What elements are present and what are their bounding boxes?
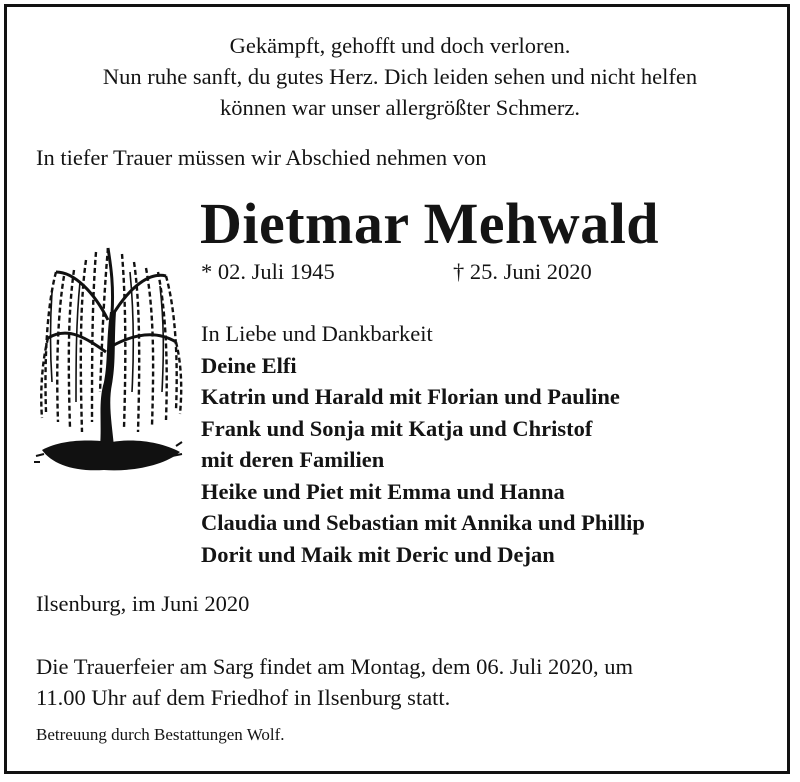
mourners-list	[201, 318, 645, 570]
birth-date: * 02. Juli 1945	[201, 259, 335, 284]
mourners-heading: In Liebe und Dankbarkeit	[201, 321, 433, 346]
mourner-line: Heike und Piet mit Emma und Hanna	[201, 478, 565, 504]
deceased-name: Dietmar Mehwald	[200, 191, 660, 256]
place-date: Ilsenburg, im Juni 2020	[36, 591, 250, 616]
death-date: † 25. Juni 2020	[453, 259, 592, 284]
service-line: Die Trauerfeier am Sarg findet am Montag, dem 06. Juli 2020, um	[36, 654, 633, 679]
poem-line: Gekämpft, gehofft und doch verloren.	[229, 33, 571, 58]
poem-line: Nun ruhe sanft, du gutes Herz. Dich leiden sehen und nicht helfen	[102, 64, 698, 89]
mourner-line: mit deren Familien	[201, 447, 385, 472]
undertaker-credit: Betreuung durch Bestattungen Wolf.	[36, 725, 285, 744]
weeping-willow-icon	[34, 242, 184, 477]
mourner-line: Deine Elfi	[201, 352, 297, 378]
poem-line: können war unser allergrößter Schmerz.	[219, 95, 581, 120]
funeral-service-info	[36, 651, 633, 713]
intro-text: In tiefer Trauer müssen wir Abschied nehmen von	[36, 145, 487, 170]
mourner-line: Frank und Sonja mit Katja und Christof	[201, 415, 593, 441]
mourner-line: Dorit und Maik mit Deric und Dejan	[201, 541, 555, 567]
poem	[0, 30, 800, 123]
mourner-line: Claudia und Sebastian mit Annika und Phillip	[201, 510, 645, 535]
mourner-line: Katrin und Harald mit Florian und Pauline	[201, 384, 620, 409]
service-line: 11.00 Uhr auf dem Friedhof in Ilsenburg statt.	[36, 685, 451, 710]
